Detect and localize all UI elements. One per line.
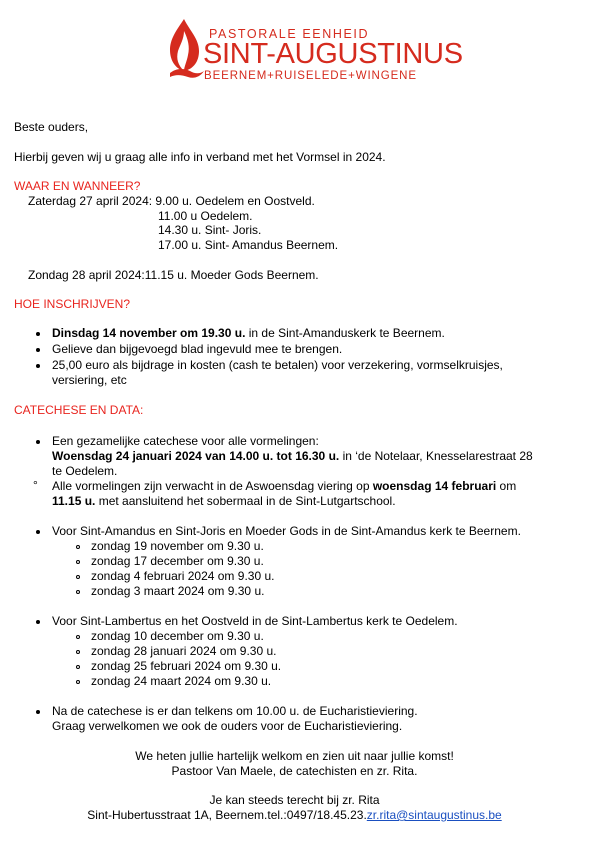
catechese-date-line: Woensdag 24 januari 2024 van 14.00 u. tot 16.30 u. in ‘de Notelaar, Knesselarestraat 28 — [52, 449, 533, 463]
circle-bullet-icon — [76, 560, 80, 564]
bullet-icon — [36, 332, 40, 336]
circle-bullet-icon — [76, 650, 80, 654]
circle-bullet-icon — [76, 545, 80, 549]
bullet-icon — [36, 530, 40, 534]
amandus-date: zondag 4 februari 2024 om 9.30 u. — [91, 569, 275, 583]
flame-logo-icon — [162, 17, 206, 81]
bullet-icon — [36, 364, 40, 368]
amandus-date: zondag 19 november om 9.30 u. — [91, 539, 264, 553]
bullet-icon — [36, 440, 40, 444]
saturday-time-1: 11.00 u Oedelem. — [158, 209, 253, 223]
sunday-line: Zondag 28 april 2024:11.15 u. Moeder Gods Beernem. — [28, 268, 319, 282]
eucharist-line2: Graag verwelkomen we ook de ouders voor de Eucharistieviering. — [52, 719, 403, 733]
lambertus-intro: Voor Sint-Lambertus en het Oostveld in de Sint-Lambertus kerk te Oedelem. — [52, 614, 458, 628]
bullet-icon — [36, 620, 40, 624]
contact-line: Sint-Hubertusstraat 1A, Beernem.tel.:0497/18.45.23.zr.rita@sintaugustinus.be — [87, 808, 502, 822]
circle-bullet-icon — [76, 575, 80, 579]
saturday-line: Zaterdag 27 april 2024: 9.00 u. Oedelem en Oostveld. — [28, 194, 315, 208]
amandus-intro: Voor Sint-Amandus en Sint-Joris en Moeder Gods in de Sint-Amandus kerk te Beernem. — [52, 524, 521, 538]
closing-welcome: We heten jullie hartelijk welkom en zien uit naar jullie komst! — [135, 749, 454, 763]
lambertus-date: zondag 28 januari 2024 om 9.30 u. — [91, 644, 277, 658]
lambertus-date: zondag 24 maart 2024 om 9.30 u. — [91, 674, 272, 688]
saturday-time-3: 17.00 u. Sint- Amandus Beernem. — [158, 238, 339, 252]
heading-catechese: CATECHESE EN DATA: — [14, 403, 144, 417]
greeting: Beste ouders, — [14, 120, 89, 134]
ash-wednesday-line1: Alle vormelingen zijn verwacht in de Aswoensdag viering op woensdag 14 februari om — [52, 479, 517, 493]
circle-bullet-icon — [76, 635, 80, 639]
list-item-fee-line1: 25,00 euro als bijdrage in kosten (cash te betalen) voor verzekering, vormselkruisjes, — [52, 358, 503, 372]
intro-text: Hierbij geven wij u graag alle info in verband met het Vormsel in 2024. — [14, 150, 386, 164]
lambertus-date: zondag 25 februari 2024 om 9.30 u. — [91, 659, 282, 673]
amandus-date: zondag 3 maart 2024 om 9.30 u. — [91, 584, 265, 598]
heading-waar-en-wanneer: WAAR EN WANNEER? — [14, 179, 141, 193]
list-item-registration-date: Dinsdag 14 november om 19.30 u. in de Sint-Amanduskerk te Beernem. — [52, 326, 445, 340]
logo-subtitle-bottom: BEERNEM+RUISELEDE+WINGENE — [204, 70, 417, 82]
logo-subtitle-top: PASTORALE EENHEID — [209, 27, 370, 41]
circle-bullet-icon — [76, 680, 80, 684]
eucharist-line1: Na de catechese is er dan telkens om 10.00 u. de Eucharistieviering. — [52, 704, 418, 718]
bullet-icon — [36, 710, 40, 714]
circle-bullet-icon — [76, 665, 80, 669]
list-item-form: Gelieve dan bijgevoegd blad ingevuld mee te brengen. — [52, 342, 343, 356]
ash-wednesday-line2: 11.15 u. met aansluitend het sobermaal in de Sint-Lutgartschool. — [52, 494, 396, 508]
saturday-time-2: 14.30 u. Sint- Joris. — [158, 223, 262, 237]
degree-bullet-icon: ° — [33, 478, 38, 492]
catechese-place: te Oedelem. — [52, 464, 118, 478]
catechese-intro: Een gezamelijke catechese voor alle vormelingen: — [52, 434, 319, 448]
amandus-date: zondag 17 december om 9.30 u. — [91, 554, 264, 568]
contact-intro: Je kan steeds terecht bij zr. Rita — [209, 793, 380, 807]
logo-title: SINT-AUGUSTINUS — [203, 38, 463, 70]
list-item-fee-line2: versiering, etc — [52, 373, 127, 387]
email-link[interactable]: zr.rita@sintaugustinus.be — [366, 808, 502, 822]
lambertus-date: zondag 10 december om 9.30 u. — [91, 629, 264, 643]
bullet-icon — [36, 348, 40, 352]
heading-hoe-inschrijven: HOE INSCHRIJVEN? — [14, 297, 131, 311]
circle-bullet-icon — [76, 590, 80, 594]
closing-signature: Pastoor Van Maele, de catechisten en zr. Rita. — [171, 764, 418, 778]
